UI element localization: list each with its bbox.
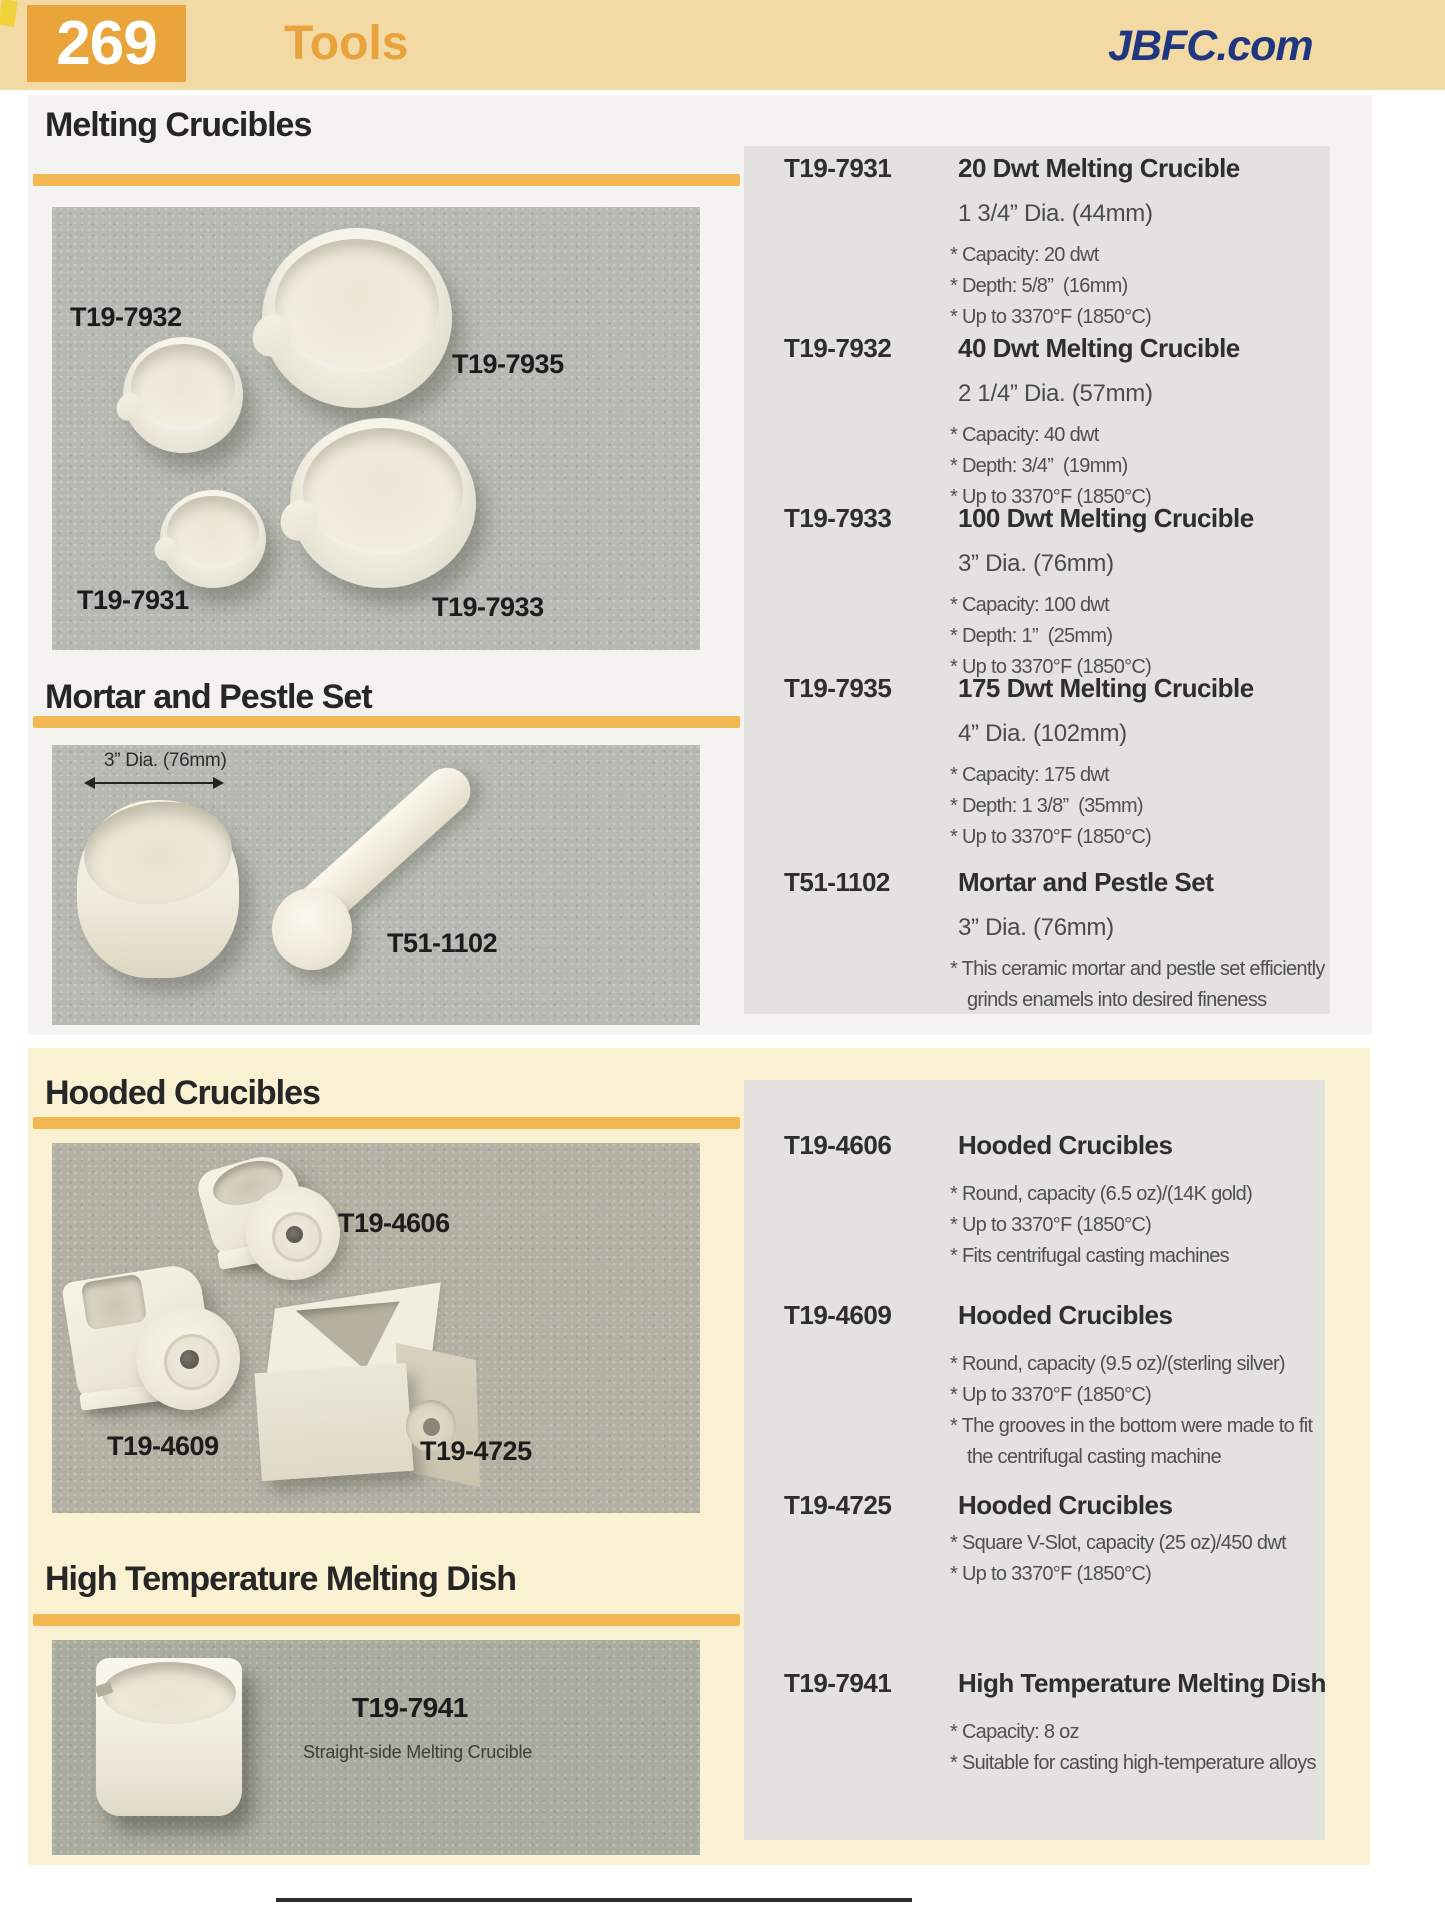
section-heading-melting-crucibles: Melting Crucibles <box>45 106 312 144</box>
section-heading-mortar-pestle: Mortar and Pestle Set <box>45 678 372 716</box>
product-entry <box>784 1668 1330 1779</box>
page-number: 269 <box>56 9 157 78</box>
product-code: T19-4609 <box>784 1300 892 1330</box>
photo-label-t19-7932: T19-7932 <box>70 302 182 332</box>
photo-label-t19-7933: T19-7933 <box>432 592 544 622</box>
section-heading-high-temp-dish: High Temperature Melting Dish <box>45 1560 516 1598</box>
product-spec: * Up to 3370°F (1850°C) <box>950 306 1152 328</box>
product-entry <box>784 1490 1330 1590</box>
section-heading-hooded-crucibles: Hooded Crucibles <box>45 1074 320 1112</box>
scan-artifact-line <box>276 1898 912 1902</box>
product-name: Mortar and Pestle Set <box>958 867 1214 897</box>
crucible-40dwt-illustration <box>123 337 243 453</box>
crucible-20dwt-illustration <box>160 490 266 588</box>
product-spec: * Up to 3370°F (1850°C) <box>950 1214 1152 1236</box>
product-entry <box>784 1300 1330 1473</box>
photo-label-t51-1102: T51-1102 <box>387 928 498 958</box>
photo-label-t19-4725: T19-4725 <box>420 1436 532 1466</box>
product-entry <box>784 1130 1330 1272</box>
product-size: 3” Dia. (76mm) <box>958 914 1114 941</box>
product-spec: * Suitable for casting high-temperature alloys <box>950 1752 1316 1774</box>
product-spec: * Up to 3370°F (1850°C) <box>950 1563 1152 1585</box>
product-spec: * Depth: 1” (25mm) <box>950 625 1113 647</box>
product-code: T19-4725 <box>784 1490 892 1520</box>
website-url: JBFC.com <box>1108 22 1313 70</box>
photo-label-t19-7931: T19-7931 <box>77 585 189 615</box>
product-spec: * Fits centrifugal casting machines <box>950 1245 1229 1267</box>
dimension-arrow <box>90 782 218 784</box>
product-name: High Temperature Melting Dish <box>958 1668 1326 1698</box>
melting-crucibles-photo <box>52 207 700 650</box>
product-spec: * Capacity: 20 dwt <box>950 244 1099 266</box>
product-entry <box>784 673 1330 853</box>
section-divider-bar <box>33 1614 740 1626</box>
product-spec: * Up to 3370°F (1850°C) <box>950 1384 1152 1406</box>
product-size: 3” Dia. (76mm) <box>958 550 1114 577</box>
photo-label-t19-7941: T19-7941 <box>352 1692 468 1723</box>
crucible-175dwt-illustration <box>262 228 452 408</box>
product-spec: * Up to 3370°F (1850°C) <box>950 486 1152 508</box>
product-code: T19-7931 <box>784 153 892 183</box>
straight-side-crucible-illustration <box>96 1658 242 1816</box>
photo-caption-straight-side: Straight-side Melting Crucible <box>303 1742 533 1762</box>
product-spec: * Capacity: 100 dwt <box>950 594 1110 616</box>
product-spec: * Up to 3370°F (1850°C) <box>950 826 1152 848</box>
product-spec: * The grooves in the bottom were made to fit the centrifugal casting machine <box>950 1415 1318 1468</box>
product-code: T19-4606 <box>784 1130 892 1160</box>
product-code: T19-7941 <box>784 1668 892 1698</box>
dimension-arrowhead-right <box>213 777 224 789</box>
product-name: 40 Dwt Melting Crucible <box>958 333 1240 363</box>
product-entry <box>784 867 1330 1016</box>
product-spec: * Depth: 5/8” (16mm) <box>950 275 1128 297</box>
product-name: Hooded Crucibles <box>958 1490 1173 1520</box>
spec-panel-upper <box>744 146 1330 1014</box>
product-spec: * Round, capacity (9.5 oz)/(sterling silver) <box>950 1353 1285 1375</box>
product-entry <box>784 503 1330 683</box>
product-code: T51-1102 <box>784 867 890 897</box>
photo-label-t19-4609: T19-4609 <box>107 1431 219 1461</box>
product-spec: * Round, capacity (6.5 oz)/(14K gold) <box>950 1183 1253 1205</box>
product-name: 20 Dwt Melting Crucible <box>958 153 1240 183</box>
section-divider-bar <box>33 174 740 186</box>
photo-label-t19-7935: T19-7935 <box>452 349 564 379</box>
product-entry <box>784 153 1330 333</box>
section-divider-bar <box>33 716 740 728</box>
pestle-bulb <box>272 888 352 970</box>
page-number-box <box>27 5 186 82</box>
product-code: T19-7932 <box>784 333 892 363</box>
product-name: 100 Dwt Melting Crucible <box>958 503 1254 533</box>
product-spec: * Depth: 1 3/8” (35mm) <box>950 795 1143 817</box>
product-spec: * Capacity: 40 dwt <box>950 424 1099 446</box>
mortar-illustration <box>77 800 239 978</box>
product-spec: * Depth: 3/4” (19mm) <box>950 455 1128 477</box>
product-spec: * Up to 3370°F (1850°C) <box>950 656 1152 678</box>
dimension-arrowhead-left <box>84 777 95 789</box>
diameter-dimension-label: 3” Dia. (76mm) <box>104 750 227 771</box>
product-spec: * Capacity: 8 oz <box>950 1721 1079 1743</box>
product-size: 2 1/4” Dia. (57mm) <box>958 380 1153 407</box>
crucible-100dwt-illustration <box>290 418 476 588</box>
product-entry <box>784 333 1330 513</box>
product-name: Hooded Crucibles <box>958 1130 1173 1160</box>
product-spec: * This ceramic mortar and pestle set efficiently grinds enamels into desired fineness <box>950 958 1330 1011</box>
product-code: T19-7933 <box>784 503 892 533</box>
product-size: 4” Dia. (102mm) <box>958 720 1127 747</box>
product-name: 175 Dwt Melting Crucible <box>958 673 1254 703</box>
product-name: Hooded Crucibles <box>958 1300 1173 1330</box>
product-spec: * Square V-Slot, capacity (25 oz)/450 dwt <box>950 1532 1286 1554</box>
photo-label-t19-4606: T19-4606 <box>338 1208 450 1238</box>
product-spec: * Capacity: 175 dwt <box>950 764 1110 786</box>
spec-panel-lower <box>744 1080 1325 1840</box>
product-code: T19-7935 <box>784 673 892 703</box>
section-divider-bar <box>33 1117 740 1129</box>
page-title: Tools <box>284 17 409 70</box>
product-size: 1 3/4” Dia. (44mm) <box>958 200 1153 227</box>
